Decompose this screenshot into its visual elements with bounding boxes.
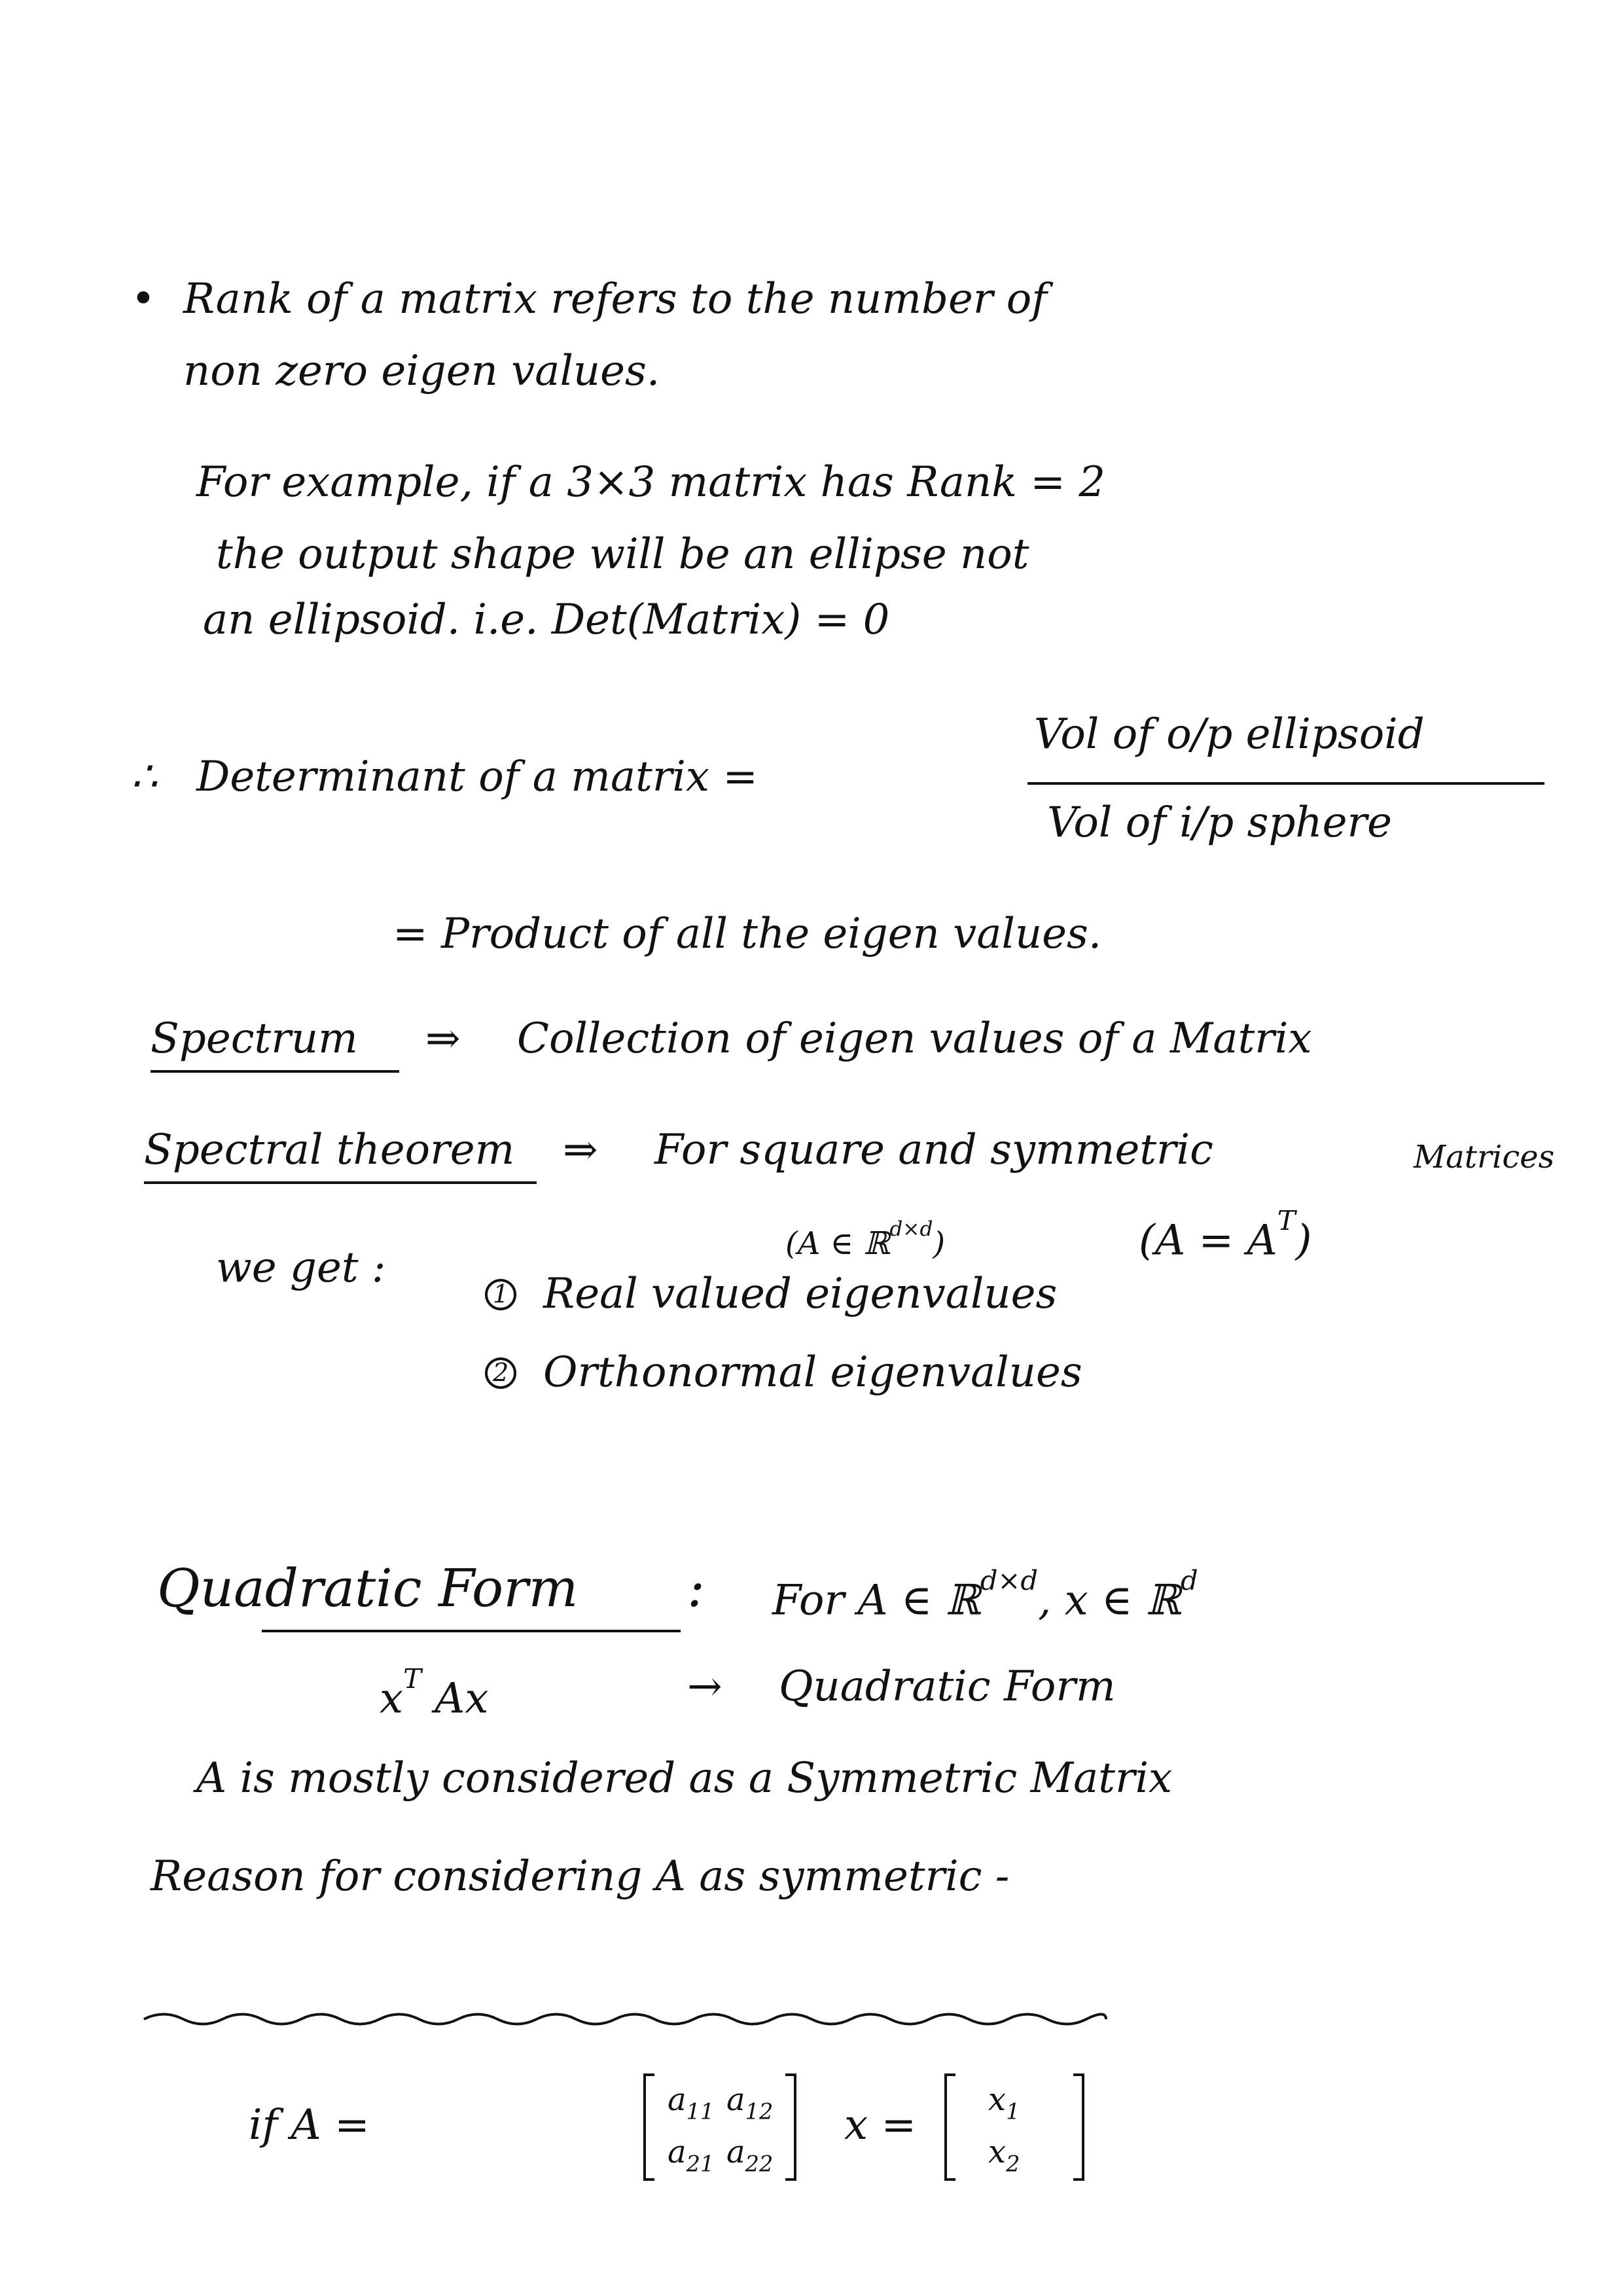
item-1-number: 1 xyxy=(493,1280,509,1308)
condition-symmetric-sup: T xyxy=(1277,1204,1296,1236)
x-text: , x ∈ ℝ xyxy=(1037,1576,1181,1625)
spectral-theorem-matrices: Matrices xyxy=(1414,1139,1555,1175)
therefore-symbol: ∴ xyxy=(131,753,158,801)
a22-base: a xyxy=(726,2134,745,2170)
expr-x: x xyxy=(380,1674,404,1723)
for-sup: d×d xyxy=(980,1564,1038,1596)
reason-wavy-underline xyxy=(144,2015,1106,2024)
x2-sub: 2 xyxy=(1006,2151,1020,2177)
condition-symmetric: $(A = A^T)$ xyxy=(1139,1204,1312,1265)
rank-line-1: Rank of a matrix refers to the number of xyxy=(183,275,1047,323)
product-line: = Product of all the eigen values. xyxy=(393,910,1102,958)
a11-base: a xyxy=(668,2081,687,2118)
quadratic-form-underline xyxy=(262,1630,681,1632)
reason-line: Reason for considering A as symmetric - xyxy=(151,1852,1010,1901)
vector-x-left-bracket xyxy=(946,2075,955,2179)
matrix-a-left-bracket xyxy=(645,2075,654,2179)
quadratic-expression xyxy=(380,1662,489,1723)
a12-sub: 12 xyxy=(745,2098,774,2125)
condition-square-text: A ∈ ℝ xyxy=(797,1225,890,1263)
spectral-theorem-arrow: ⇒ xyxy=(563,1126,598,1174)
fraction-numerator: Vol of o/p ellipsoid xyxy=(1034,710,1425,759)
expr-sup: T xyxy=(403,1662,421,1695)
x1-base: x xyxy=(988,2081,1007,2118)
spectral-theorem-text: For square and symmetric xyxy=(654,1126,1213,1174)
determinant-lhs: Determinant of a matrix = xyxy=(196,753,758,801)
a21 xyxy=(668,2134,714,2176)
bullet: • xyxy=(131,275,156,323)
quadratic-form-colon: : xyxy=(687,1558,705,1619)
a22 xyxy=(726,2134,773,2176)
item-2-text: Orthonormal eigenvalues xyxy=(543,1348,1082,1397)
expr-rest: Ax xyxy=(435,1674,489,1723)
example-line-2: the output shape will be an ellipse not xyxy=(216,530,1029,579)
a21-base: a xyxy=(668,2134,687,2170)
a22-sub: 22 xyxy=(745,2151,774,2177)
x-sup: d xyxy=(1180,1564,1198,1596)
a12 xyxy=(726,2081,773,2124)
a11-sub: 11 xyxy=(686,2098,715,2125)
spectrum-arrow: ⇒ xyxy=(425,1014,461,1063)
a12-base: a xyxy=(726,2081,745,2118)
x-equals: x = xyxy=(844,2101,917,2149)
if-a-equals: if A = xyxy=(249,2101,370,2149)
fraction-denominator: Vol of i/p sphere xyxy=(1047,798,1392,847)
x1 xyxy=(988,2081,1020,2124)
condition-square: (A ∈ ℝ$^{d\times d}$) xyxy=(785,1217,946,1263)
vector-x-right-bracket xyxy=(1073,2075,1083,2179)
rank-line-2: non zero eigen values. xyxy=(183,347,660,395)
quadratic-for-clause xyxy=(772,1564,1198,1624)
quadratic-form-title: Quadratic Form xyxy=(157,1558,579,1619)
we-get: we get : xyxy=(216,1244,386,1292)
x1-sub: 1 xyxy=(1006,2098,1020,2125)
a11 xyxy=(668,2081,714,2124)
a21-sub: 21 xyxy=(686,2151,715,2177)
condition-symmetric-text: A = A xyxy=(1154,1216,1277,1265)
for-text: For A ∈ ℝ xyxy=(772,1576,980,1625)
example-line-3: an ellipsoid. i.e. Det(Matrix) = 0 xyxy=(203,596,890,644)
condition-square-sup: d×d xyxy=(889,1217,933,1241)
matrix-a-right-bracket xyxy=(785,2075,795,2179)
example-line-1: For example, if a 3×3 matrix has Rank = 2 xyxy=(196,458,1106,507)
quadratic-expression-label: Quadratic Form xyxy=(779,1662,1116,1711)
considered-line: A is mostly considered as a Symmetric Matrix xyxy=(196,1754,1173,1803)
item-2-number: 2 xyxy=(493,1358,509,1387)
item-1-text: Real valued eigenvalues xyxy=(543,1270,1058,1318)
spectrum-definition: Collection of eigen values of a Matrix xyxy=(517,1014,1312,1063)
spectrum-term: Spectrum xyxy=(151,1014,358,1063)
x2 xyxy=(988,2134,1020,2176)
spectral-theorem-term: Spectral theorem xyxy=(144,1126,515,1174)
quadratic-arrow: → xyxy=(687,1662,722,1711)
x2-base: x xyxy=(988,2134,1007,2170)
